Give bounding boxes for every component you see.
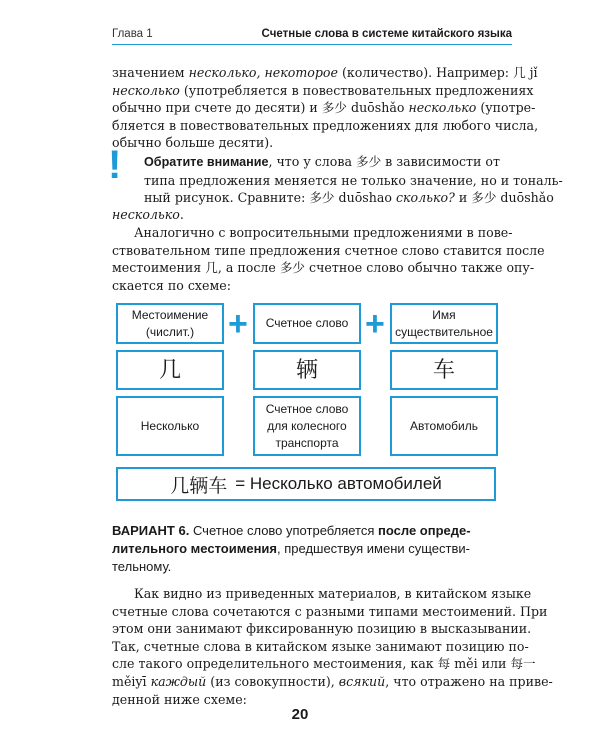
box-text: транспорта: [275, 435, 339, 450]
box-pronoun: [116, 303, 224, 344]
p3-line: Так, счетные слова в китайском языке занимают позицию по-: [112, 638, 529, 654]
p3-text: , что отражено на приве-: [385, 673, 553, 689]
note-italic: несколько: [112, 207, 180, 222]
box-counter: [253, 303, 361, 344]
p1-text: (употребляется в повествовательных предложениях: [179, 82, 534, 98]
paragraph-3: [112, 585, 553, 708]
p3-italic: каждый: [150, 673, 207, 689]
variant-6: [112, 522, 504, 576]
box-noun: [390, 303, 498, 344]
p3-italic: всякий: [338, 673, 386, 689]
plus-icon: +: [228, 305, 248, 343]
note-text: .: [179, 207, 184, 222]
p3-line: сле такого определительного местоимения, как 每 měi или 每一: [112, 656, 536, 672]
p3-text: (из совокупности),: [206, 673, 339, 689]
p1-line: обычно больше десяти).: [112, 135, 274, 151]
p1-text: значением: [112, 65, 189, 80]
p2-line: местоимения 几, а после 多少 счетное слово обычно также опу-: [112, 260, 535, 276]
formula-text: = Несколько автомобилей: [235, 474, 442, 493]
variant-text: , предшествуя имени существи-: [277, 541, 470, 556]
box-counter-meaning: [253, 396, 361, 456]
box-text: существительное: [395, 324, 493, 339]
p3-line: денной ниже схеме:: [112, 691, 247, 707]
variant-bold: после опреде-: [378, 523, 471, 538]
formula-box: [116, 467, 496, 501]
p1-text: обычно при счете до десяти) и 多少 duōshǎo: [112, 100, 409, 116]
note-text: , что у слова 多少 в зависимости от: [268, 154, 500, 169]
exclamation-icon: !: [108, 143, 122, 187]
variant-line: тельному.: [112, 559, 172, 574]
p1-line: бляется в повествовательных предложениях для любого числа,: [112, 117, 539, 133]
page-number: 20: [291, 706, 309, 723]
p3-line: счетные слова сочетаются с разными типами местоимений. При: [112, 603, 548, 619]
variant-text: Счетное слово употребляется: [189, 523, 379, 538]
p3-text: měiyī: [112, 673, 151, 689]
note-italic: сколько?: [395, 190, 455, 206]
chapter-title: Счетные слова в системе китайского языка: [261, 28, 512, 40]
p2-line: Аналогично с вопросительными предложениями в пове-: [134, 225, 513, 240]
note-label: Обратите внимание: [144, 155, 269, 169]
formula-chinese: 几辆车: [170, 474, 228, 497]
box-text: Счетное слово: [265, 316, 349, 330]
chapter-label: Глава 1: [112, 28, 153, 40]
note-last-line: [112, 206, 504, 224]
p1-italic: несколько: [408, 100, 477, 116]
note-text: и 多少 duōshǎo: [454, 190, 554, 206]
box-text: Автомобиль: [410, 418, 478, 433]
box-che: 车: [390, 350, 498, 390]
p1-italic: несколько, некоторое: [188, 65, 338, 80]
header-rule: [112, 44, 512, 45]
note-text: ный рисунок. Сравните: 多少 duōshao: [144, 190, 396, 206]
p3-line: Как видно из приведенных материалов, в китайском языке: [134, 586, 532, 601]
running-header: [112, 28, 512, 44]
paragraph-2: [112, 224, 545, 294]
paragraph-1: [112, 64, 539, 152]
box-text: Имя: [432, 307, 456, 322]
box-several: [116, 396, 224, 456]
p3-line: этом они занимают фиксированную позицию в высказывании.: [112, 621, 532, 637]
box-text: Счетное слово: [265, 401, 349, 416]
box-text: для колесного: [267, 418, 347, 433]
variant-bold: лительного местоимения: [112, 541, 277, 556]
variant-lead: ВАРИАНТ 6.: [112, 523, 190, 538]
p1-text: (употре-: [476, 100, 536, 116]
p2-line: ствовательном типе предложения счетное слово ставится после: [112, 242, 545, 258]
box-text: Несколько: [140, 418, 200, 433]
box-text: Местоимение: [131, 307, 209, 322]
box-car: [390, 396, 498, 456]
note-line: типа предложения меняется не только значение, но и тональ-: [144, 172, 563, 188]
attention-note: [144, 153, 563, 207]
p1-text: (количество). Например: 几 jǐ: [337, 65, 538, 80]
box-text: (числит.): [145, 324, 195, 339]
box-ji: 几: [116, 350, 224, 390]
box-liang: 辆: [253, 350, 361, 390]
plus-icon: +: [365, 305, 385, 343]
p2-line: скается по схеме:: [112, 277, 231, 293]
p1-italic: несколько: [112, 82, 180, 98]
